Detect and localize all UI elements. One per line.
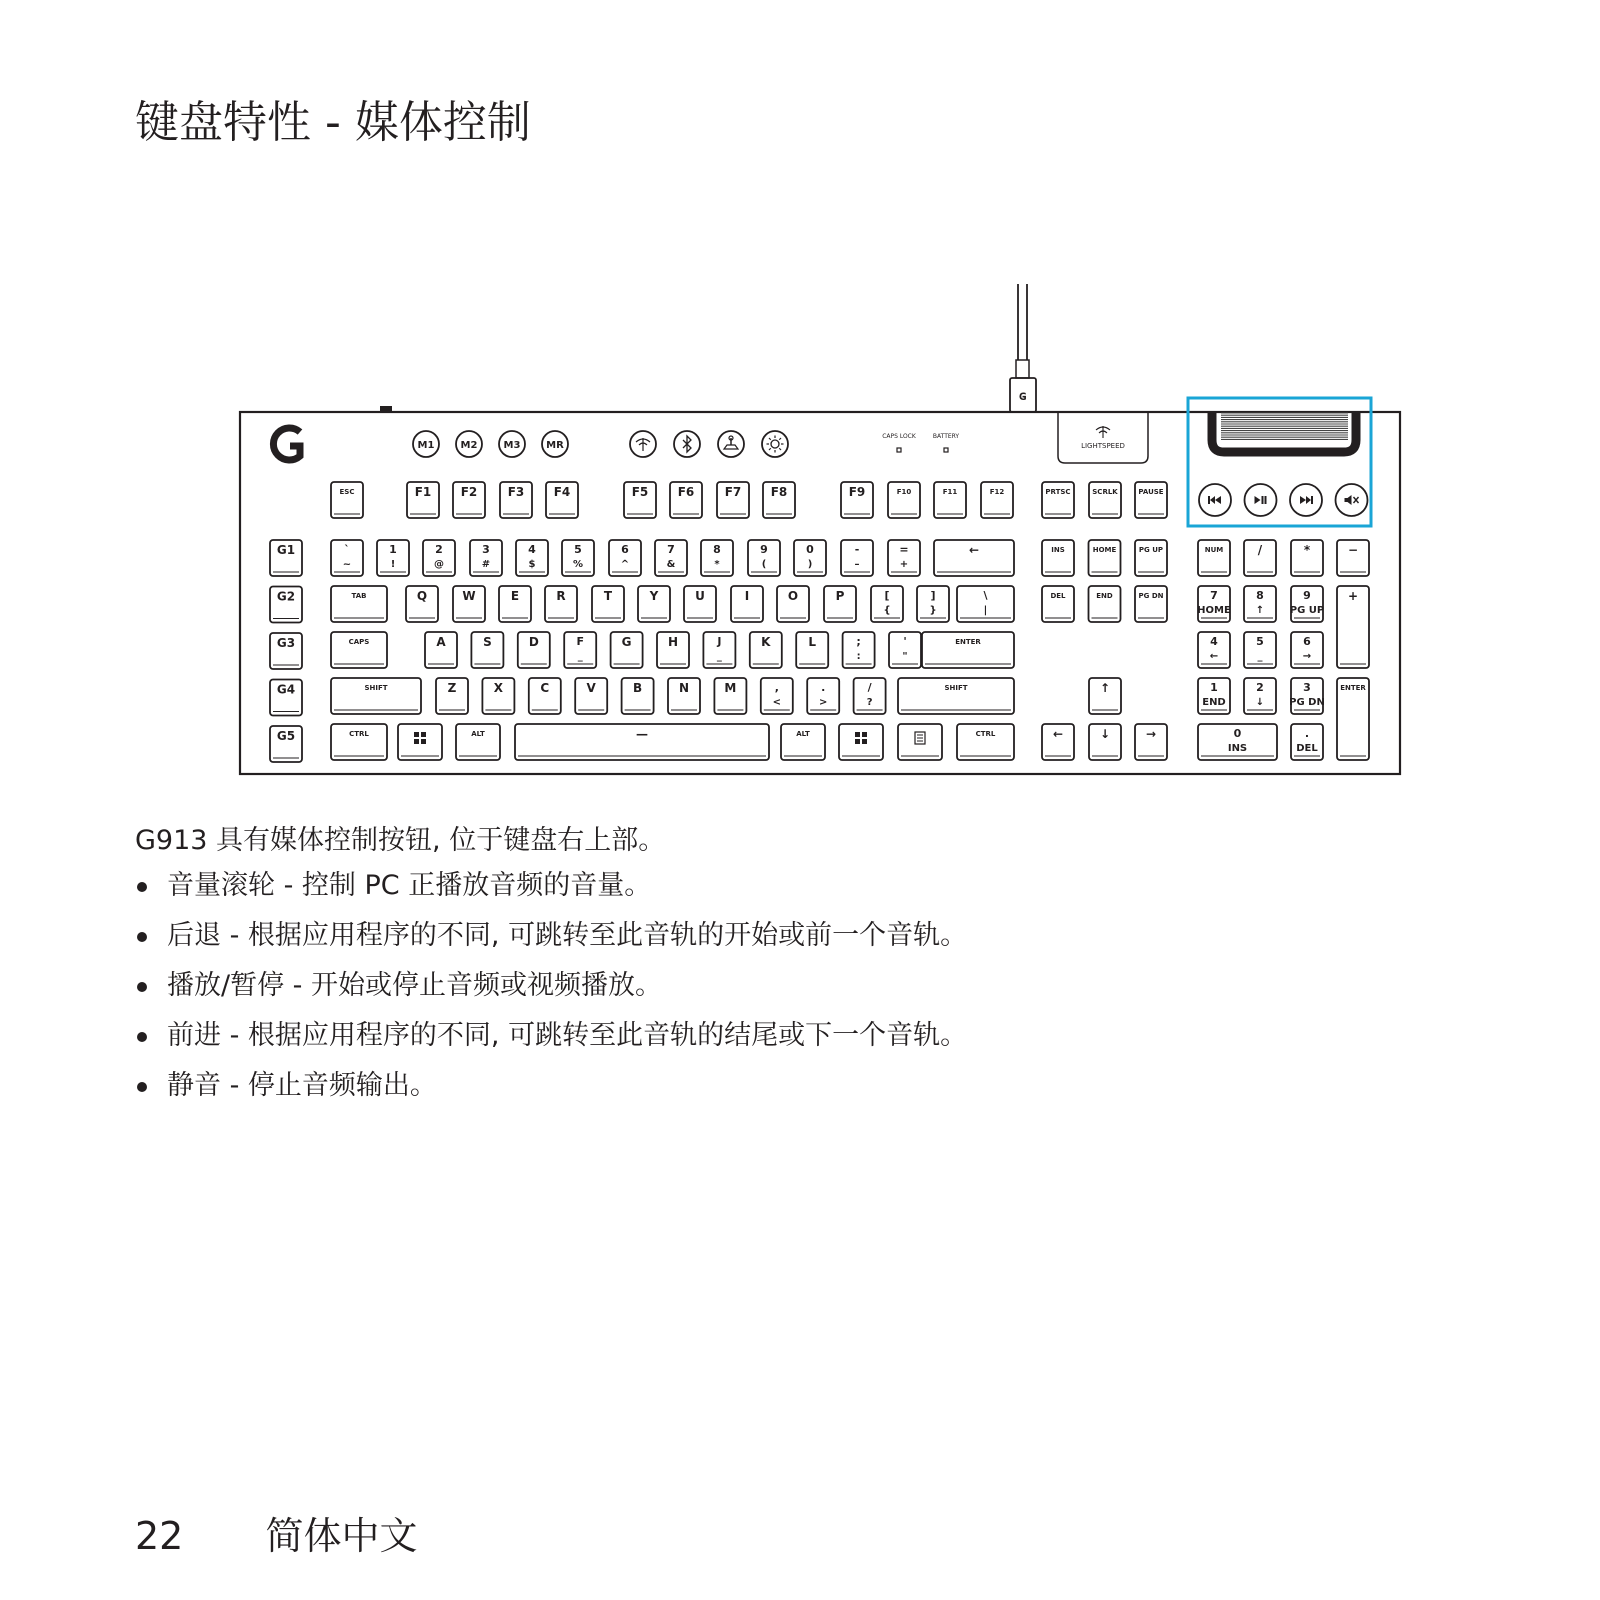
key-label: HOME — [1092, 546, 1117, 554]
win-icon — [855, 732, 867, 744]
key-esc — [331, 482, 363, 518]
key-sublabel: ? — [866, 697, 873, 708]
game-mode-icon — [718, 431, 744, 457]
key-sublabel: PG DN — [1289, 697, 1325, 708]
key-y — [638, 586, 670, 622]
key-label: PRTSC — [1045, 488, 1071, 496]
key-sublabel: ) — [807, 559, 813, 570]
key-label: − — [1347, 543, 1359, 557]
key-label: 5 — [1256, 635, 1264, 648]
key-2 — [1244, 678, 1276, 714]
key-e — [499, 586, 531, 622]
key-w — [453, 586, 485, 622]
key-label: . — [1304, 727, 1310, 740]
key-0 — [794, 540, 826, 576]
key-i — [731, 586, 763, 622]
key-label: E — [510, 589, 520, 603]
key-j — [703, 632, 735, 668]
key-label: 3 — [482, 543, 490, 556]
key-sublabel: ! — [390, 559, 396, 570]
key-label: 1 — [1210, 681, 1218, 694]
key-label: M — [724, 681, 737, 695]
key-label: 3 — [1303, 681, 1311, 694]
key-2 — [423, 540, 455, 576]
key-label: F5 — [631, 485, 649, 499]
key-sublabel: – — [854, 559, 860, 570]
key-label: 2 — [1256, 681, 1264, 694]
key-sublabel: " — [902, 651, 908, 662]
key-label: F4 — [553, 485, 571, 499]
key-9 — [748, 540, 780, 576]
key-label: Q — [416, 589, 428, 603]
key-f9 — [841, 482, 873, 518]
key-g1 — [270, 540, 302, 576]
key-label: J — [717, 635, 722, 648]
key-symbol — [1244, 540, 1276, 576]
key-1 — [1198, 678, 1230, 714]
key-label: F10 — [896, 488, 912, 496]
key-label: H — [667, 635, 679, 649]
key-p — [824, 586, 856, 622]
key-g2 — [270, 587, 302, 623]
key-a — [425, 632, 457, 668]
key-tab — [331, 586, 387, 622]
key-f11 — [934, 482, 966, 518]
key-label: ↑ — [1099, 681, 1111, 695]
key-symbol — [1089, 724, 1121, 760]
key-symbol — [854, 678, 886, 714]
key-6 — [1291, 632, 1323, 668]
play-pause-icon — [1245, 484, 1277, 516]
key-sublabel: } — [929, 605, 937, 616]
key-caps — [331, 632, 387, 668]
key-label: 0 — [1233, 727, 1242, 740]
key-menu-icon — [898, 724, 942, 760]
key-symbol — [1337, 540, 1369, 576]
key-1 — [377, 540, 409, 576]
key-f2 — [453, 482, 485, 518]
key-label: 4 — [528, 543, 536, 556]
key-b — [622, 678, 654, 714]
key-label: 6 — [1303, 635, 1311, 648]
key-label: F11 — [942, 488, 958, 496]
key-alt — [456, 724, 500, 760]
key-label: ENTER — [1340, 684, 1366, 692]
key-x — [482, 678, 514, 714]
key-g3 — [270, 633, 302, 669]
key-pg-dn — [1135, 586, 1167, 622]
key-label: 7 — [667, 543, 675, 556]
key-3 — [1289, 678, 1325, 714]
key-9 — [1290, 586, 1324, 622]
key-label: ← — [968, 543, 980, 557]
keyboard-body — [240, 412, 1400, 774]
key-home — [1089, 540, 1121, 576]
key-sublabel: : — [856, 651, 861, 662]
win-icon — [414, 732, 426, 744]
key-label: G — [621, 635, 632, 649]
language-label: 简体中文 — [265, 1514, 418, 1558]
key-symbol — [1337, 586, 1369, 668]
key-label: F — [576, 635, 584, 648]
key-label: T — [603, 589, 613, 603]
key-label: - — [854, 543, 860, 556]
key-label: 4 — [1210, 635, 1218, 648]
intro-text: G913 具有媒体控制按钮, 位于键盘右上部。 — [135, 825, 666, 856]
key-label: 0 — [806, 543, 814, 556]
lightspeed-label: LIGHTSPEED — [1081, 442, 1125, 450]
key-symbol — [871, 586, 903, 622]
key-label: ] — [930, 589, 936, 602]
key-z — [436, 678, 468, 714]
key-symbol — [1089, 678, 1121, 714]
key-label: U — [695, 589, 705, 603]
indicator-led — [944, 448, 948, 452]
key-sublabel: ↑ — [1255, 605, 1265, 616]
key-0 — [1198, 724, 1277, 760]
key-ctrl — [331, 724, 387, 760]
key-label: F8 — [770, 485, 788, 499]
key-win-icon — [398, 724, 442, 760]
key-label: / — [1257, 543, 1263, 557]
key-symbol — [807, 678, 839, 714]
key-label: B — [633, 681, 643, 695]
key-f8 — [763, 482, 795, 518]
key-label: L — [808, 635, 817, 649]
key-sublabel: | — [983, 605, 988, 616]
key-f4 — [546, 482, 578, 518]
key-del — [1042, 586, 1074, 622]
key-symbol — [1135, 724, 1167, 760]
key-label: F6 — [677, 485, 695, 499]
key-symbol — [917, 586, 949, 622]
feature-list — [135, 868, 967, 1118]
key-f5 — [624, 482, 656, 518]
key-label: K — [761, 635, 771, 649]
key-sublabel: ← — [1209, 651, 1219, 662]
key-label: A — [436, 635, 446, 649]
key-label: G4 — [276, 682, 296, 697]
key-sublabel: ( — [761, 559, 767, 570]
keyboard-diagram — [0, 270, 1600, 790]
key-label: DEL — [1050, 592, 1066, 600]
key-label: ; — [856, 635, 861, 648]
key-f12 — [981, 482, 1013, 518]
key-h — [657, 632, 689, 668]
key-sublabel: ↓ — [1255, 697, 1265, 708]
key-win-icon — [839, 724, 883, 760]
list-item: 前进 - 根据应用程序的不同, 可跳转至此音轨的结尾或下一个音轨。 — [135, 1018, 967, 1068]
key-u — [684, 586, 716, 622]
key-g4 — [270, 680, 302, 716]
key-5 — [562, 540, 594, 576]
key-8 — [701, 540, 733, 576]
key-sublabel: * — [714, 559, 720, 570]
key-sublabel: $ — [528, 559, 536, 570]
key-label: ENTER — [955, 638, 981, 646]
key-alt — [781, 724, 825, 760]
key-label: PG UP — [1138, 546, 1164, 554]
page-number: 22 — [135, 1514, 184, 1558]
key-g — [611, 632, 643, 668]
key-symbol — [515, 724, 769, 760]
key-label: 8 — [713, 543, 721, 556]
key-label: SHIFT — [364, 684, 388, 692]
key-label: TAB — [351, 592, 367, 600]
key-symbol — [889, 632, 921, 668]
key-sublabel: { — [883, 605, 891, 616]
volume-wheel — [1212, 412, 1356, 452]
key-m — [714, 678, 746, 714]
key-label: D — [528, 635, 539, 649]
key-scrlk — [1089, 482, 1121, 518]
key-3 — [470, 540, 502, 576]
key-label: F9 — [848, 485, 866, 499]
macro-key-mr — [542, 431, 568, 457]
key-n — [668, 678, 700, 714]
key-label: S — [483, 635, 492, 649]
key-label: ALT — [796, 730, 810, 738]
key-sublabel: @ — [434, 559, 444, 570]
previous-track-icon — [1199, 484, 1231, 516]
key-ctrl — [957, 724, 1014, 760]
key-label: + — [1347, 589, 1359, 603]
mute-icon — [1336, 484, 1368, 516]
key-label: SCRLK — [1092, 488, 1118, 496]
key-7 — [1197, 586, 1231, 622]
key-enter — [1337, 678, 1369, 760]
key-label: SHIFT — [944, 684, 968, 692]
key-sublabel: & — [666, 559, 676, 570]
key-label: P — [835, 589, 845, 603]
key-7 — [655, 540, 687, 576]
key-symbol — [934, 540, 1014, 576]
key-symbol — [957, 586, 1014, 622]
key-label: F3 — [507, 485, 525, 499]
key-symbol — [841, 540, 873, 576]
indicator-label: BATTERY — [932, 433, 960, 440]
key-f7 — [717, 482, 749, 518]
key-label: → — [1145, 727, 1157, 741]
key-sublabel: HOME — [1197, 605, 1231, 616]
key-label: F12 — [989, 488, 1005, 496]
key-label: 9 — [760, 543, 768, 556]
key-8 — [1244, 586, 1276, 622]
key-label: INS — [1051, 546, 1065, 554]
key-sublabel: % — [572, 559, 584, 570]
macro-key-m1 — [413, 431, 439, 457]
key-label: 7 — [1210, 589, 1218, 602]
key-label: G5 — [276, 729, 296, 743]
key-sublabel: ~ — [342, 559, 352, 570]
menu-icon — [915, 732, 925, 744]
key-label: X — [493, 681, 504, 695]
key-symbol — [761, 678, 793, 714]
key-label: . — [821, 681, 826, 694]
macro-key-label: M1 — [417, 440, 435, 451]
key-g5 — [270, 726, 302, 762]
key-o — [777, 586, 809, 622]
key-sublabel: # — [481, 559, 491, 570]
key-label: O — [787, 589, 799, 603]
key-label: END — [1096, 592, 1113, 600]
key-sublabel: DEL — [1296, 743, 1318, 754]
key-6 — [609, 540, 641, 576]
key-label: ↓ — [1099, 727, 1111, 741]
key-label: 8 — [1256, 589, 1264, 602]
lightspeed-icon — [630, 431, 656, 457]
key-sublabel: PG UP — [1289, 605, 1325, 616]
key-label: — — [636, 727, 648, 741]
key-label: N — [678, 681, 690, 695]
key-sublabel: _ — [577, 651, 583, 662]
key-label: ESC — [339, 488, 355, 496]
key-f10 — [888, 482, 920, 518]
key-label: \ — [983, 589, 988, 602]
key-label: [ — [884, 589, 890, 602]
key-sublabel: < — [772, 697, 781, 708]
key-ins — [1042, 540, 1074, 576]
next-track-icon — [1290, 484, 1322, 516]
key-label: ` — [344, 543, 350, 556]
key-label: V — [586, 681, 596, 695]
list-item: 后退 - 根据应用程序的不同, 可跳转至此音轨的开始或前一个音轨。 — [135, 918, 967, 968]
key-sublabel: + — [899, 559, 909, 570]
key-label: 5 — [574, 543, 582, 556]
key-c — [529, 678, 561, 714]
key-t — [592, 586, 624, 622]
key-f6 — [670, 482, 702, 518]
indicator-label: CAPS LOCK — [882, 433, 916, 440]
key-end — [1089, 586, 1121, 622]
key-label: * — [1303, 543, 1311, 557]
macro-key-label: M3 — [503, 440, 521, 451]
key-enter — [922, 632, 1014, 668]
key-symbol — [1291, 724, 1323, 760]
key-label: NUM — [1204, 546, 1224, 554]
key-label: = — [899, 543, 909, 556]
key-label: G2 — [276, 589, 296, 604]
key-label: PAUSE — [1138, 488, 1164, 496]
key-pause — [1135, 482, 1167, 518]
key-symbol — [331, 540, 363, 576]
key-sublabel: ^ — [620, 559, 630, 570]
key-label: ← — [1052, 727, 1064, 741]
key-label: / — [867, 681, 872, 694]
list-item: 静音 - 停止音频输出。 — [135, 1068, 967, 1118]
page-title: 键盘特性 - 媒体控制 — [135, 97, 531, 148]
key-prtsc — [1042, 482, 1074, 518]
key-q — [406, 586, 438, 622]
key-label: F1 — [414, 485, 432, 499]
macro-key-label: MR — [546, 440, 564, 451]
key-label: C — [540, 681, 550, 695]
key-shift — [898, 678, 1014, 714]
key-label: PG DN — [1138, 592, 1164, 600]
page-footer — [135, 1505, 417, 1560]
g-logo-small: ɢ — [1018, 389, 1028, 404]
key-label: , — [774, 681, 779, 694]
key-label: W — [462, 589, 476, 603]
lightspeed-button — [1058, 412, 1148, 463]
key-label: 2 — [435, 543, 443, 556]
key-r — [545, 586, 577, 622]
key-label: G3 — [276, 636, 296, 650]
macro-key-label: M2 — [460, 440, 478, 451]
key-s — [471, 632, 503, 668]
brightness-icon — [762, 431, 788, 457]
key-sublabel: _ — [716, 651, 722, 662]
key-label: 1 — [389, 543, 397, 556]
key-4 — [1198, 632, 1230, 668]
key-label: Y — [649, 589, 659, 603]
usb-connector — [1016, 360, 1029, 378]
key-4 — [516, 540, 548, 576]
key-label: ALT — [471, 730, 485, 738]
key-num — [1198, 540, 1230, 576]
logitech-g-logo — [273, 428, 300, 460]
key-sublabel: INS — [1227, 743, 1248, 754]
key-label: 9 — [1303, 589, 1311, 602]
key-symbol — [888, 540, 920, 576]
key-f1 — [407, 482, 439, 518]
key-l — [796, 632, 828, 668]
key-pg-up — [1135, 540, 1167, 576]
macro-key-m2 — [456, 431, 482, 457]
key-symbol — [1291, 540, 1323, 576]
indicator-led — [897, 448, 901, 452]
key-symbol — [1042, 724, 1074, 760]
key-label: CTRL — [349, 730, 369, 738]
key-label: Z — [447, 681, 457, 695]
list-item: 播放/暂停 - 开始或停止音频或视频播放。 — [135, 968, 967, 1018]
key-5 — [1244, 632, 1276, 668]
key-label: G1 — [276, 543, 296, 557]
key-label: CAPS — [348, 638, 370, 646]
key-symbol — [843, 632, 875, 668]
key-sublabel: > — [819, 697, 828, 708]
key-label: F2 — [460, 485, 478, 499]
key-f — [564, 632, 596, 668]
list-item: 音量滚轮 - 控制 PC 正播放音频的音量。 — [135, 868, 967, 918]
key-sublabel: _ — [1257, 651, 1263, 662]
key-label: I — [744, 589, 750, 603]
key-v — [575, 678, 607, 714]
key-k — [750, 632, 782, 668]
key-d — [518, 632, 550, 668]
key-label: F7 — [724, 485, 742, 499]
key-sublabel: END — [1202, 697, 1226, 708]
key-f3 — [500, 482, 532, 518]
key-shift — [331, 678, 421, 714]
key-label: 6 — [621, 543, 629, 556]
key-label: R — [556, 589, 566, 603]
macro-key-m3 — [499, 431, 525, 457]
key-label: ' — [903, 635, 907, 648]
key-sublabel: → — [1302, 651, 1312, 662]
key-label: CTRL — [975, 730, 996, 738]
bluetooth-icon — [674, 431, 700, 457]
